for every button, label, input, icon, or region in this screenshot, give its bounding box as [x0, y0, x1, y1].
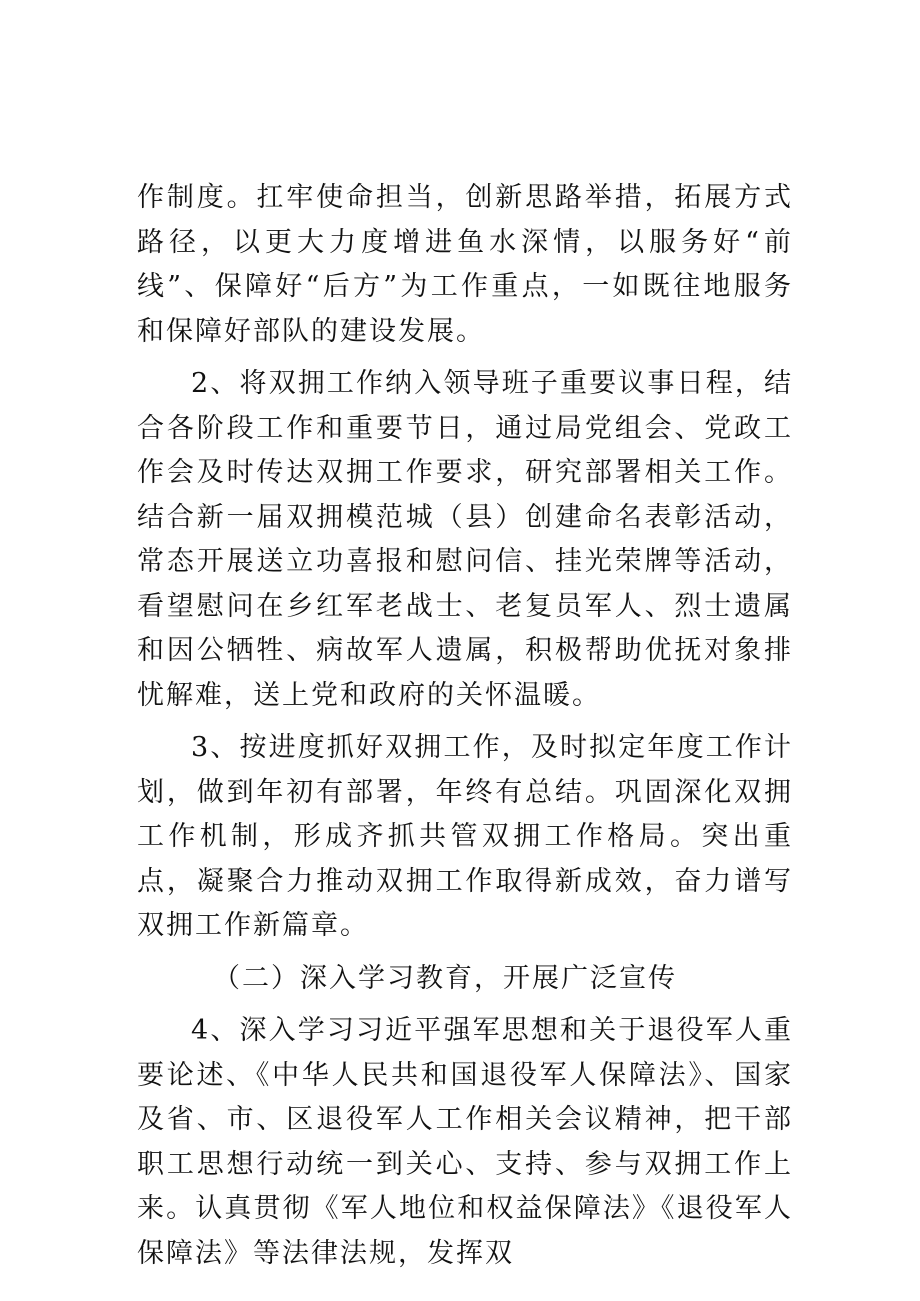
paragraph-item-2: 2、将双拥工作纳入领导班子重要议事日程，结合各阶段工作和重要节日，通过局党组会、党政工作会及时传达双拥工作要求，研究部署相关工作。结合新一届双拥模范城（县）创建命名表彰活动，常态开展送立功喜报和慰问信、挂光荣牌等活动，看望慰问在乡红军老战士、老复员军人、烈士遗属和因公牺牲、病故军人遗属，积极帮助优抚对象排忧解难，送上党和政府的关怀温暖。 [137, 368, 793, 711]
section-heading: （二）深入学习教育，开展广泛宣传 [213, 962, 677, 994]
document-page [137, 176, 793, 1276]
paragraph-item-3: 3、按进度抓好双拥工作，及时拟定年度工作计划，做到年初有部署，年终有总结。巩固深化双拥工作机制，形成齐抓共管双拥工作格局。突出重点，凝聚合力推动双拥工作取得新成效，奋力谱写双拥工作新篇章。 [137, 732, 793, 941]
paragraph-continuation: 作制度。扛牢使命担当，创新思路举措，拓展方式路径，以更大力度增进鱼水深情，以服务好“前线”、保障好“后方”为工作重点，一如既往地服务和保障好部队的建设发展。 [137, 182, 793, 347]
paragraph-item-4: 4、深入学习习近平强军思想和关于退役军人重要论述、《中华人民共和国退役军人保障法》、国家及省、市、区退役军人工作相关会议精神，把干部职工思想行动统一到关心、支持、参与双拥工作上来。认真贯彻《军人地位和权益保障法》《退役军人保障法》等法律法规，发挥双 [137, 1015, 793, 1269]
